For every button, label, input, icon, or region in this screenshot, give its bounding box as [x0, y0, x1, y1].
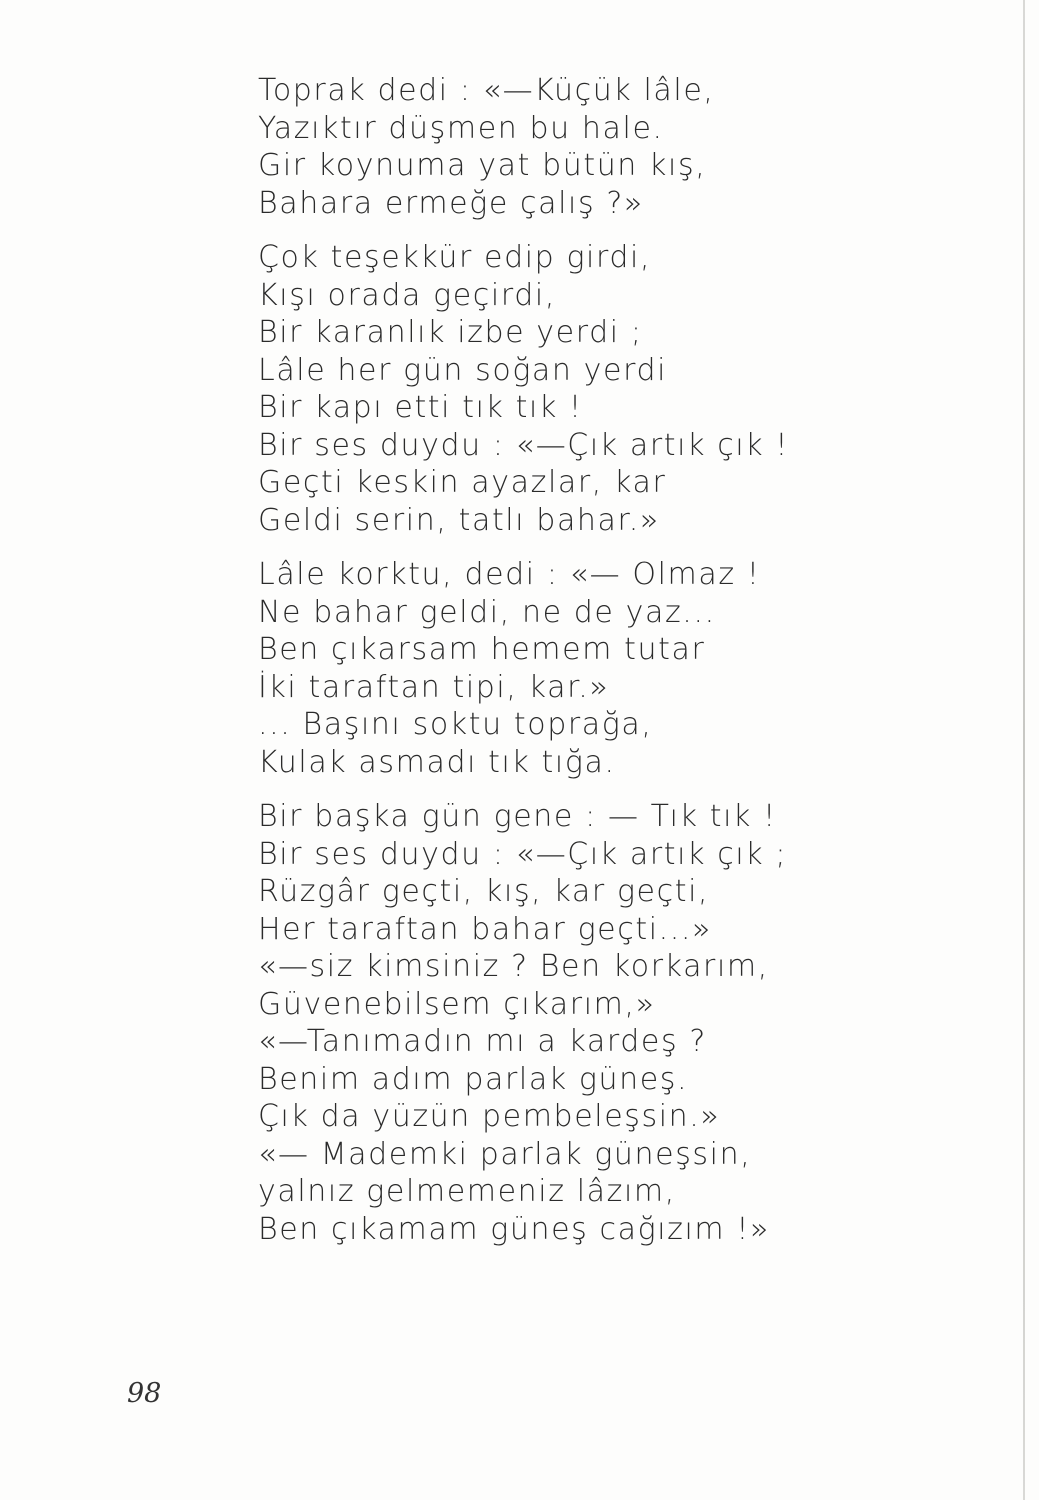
- poem-line: İki taraftan tipi, kar.»: [258, 669, 610, 705]
- poem: [258, 72, 898, 1265]
- poem-line: Ben çıkarsam hemem tutar: [258, 632, 706, 667]
- poem-line: Gir koynuma yat bütün kış,: [258, 148, 707, 183]
- stanza-4: [258, 798, 898, 1248]
- poem-line: Çok teşekkür edip girdi,: [258, 240, 652, 275]
- stanza-3: [258, 556, 898, 781]
- poem-line: Bahara ermeğe çalış ?»: [258, 185, 644, 221]
- poem-line: Kışı orada geçirdi,: [258, 277, 556, 313]
- poem-line: Bir başka gün gene : — Tık tık !: [258, 799, 777, 834]
- poem-line: Kulak asmadı tık tığa.: [258, 744, 616, 780]
- poem-line: Rüzgâr geçti, kış, kar geçti,: [258, 874, 710, 909]
- poem-line: Her taraftan bahar geçti...»: [258, 911, 712, 947]
- poem-line: Lâle korktu, dedi : «— Olmaz !: [258, 557, 761, 592]
- poem-line: Geldi serin, tatlı bahar.»: [258, 502, 660, 538]
- poem-line: Lâle her gün soğan yerdi: [258, 352, 668, 388]
- poem-line: Bir karanlık izbe yerdi ;: [258, 315, 643, 350]
- poem-line: Çık da yüzün pembeleşsin.»: [258, 1099, 721, 1134]
- poem-line: Güvenebilsem çıkarım,»: [258, 986, 656, 1022]
- poem-line: ... Başını soktu toprağa,: [258, 707, 653, 742]
- poem-line: «— Mademki parlak güneşsin,: [258, 1136, 752, 1172]
- page-number: 98: [127, 1378, 162, 1409]
- poem-line: «—siz kimsiniz ? Ben korkarım,: [258, 949, 769, 984]
- poem-line: «—Tanımadın mı a kardeş ?: [258, 1024, 707, 1059]
- poem-line: Geçti keskin ayazlar, kar: [258, 465, 667, 500]
- poem-line: Ne bahar geldi, ne de yaz...: [258, 594, 716, 630]
- poem-line: yalnız gelmemeniz lâzım,: [258, 1174, 676, 1209]
- page-edge: [1023, 0, 1025, 1500]
- poem-line: Benim adım parlak güneş.: [258, 1061, 689, 1097]
- stanza-2: [258, 239, 898, 539]
- stanza-1: [258, 72, 898, 222]
- poem-line: Ben çıkamam güneş cağızım !»: [258, 1211, 770, 1247]
- poem-line: Yazıktır düşmen bu hale.: [258, 110, 664, 146]
- poem-line: Bir ses duydu : «—Çık artık çık ;: [258, 836, 788, 872]
- poem-line: Toprak dedi : «—Küçük lâle,: [258, 73, 715, 108]
- poem-line: Bir ses duydu : «—Çık artık çık !: [258, 427, 789, 463]
- poem-line: Bir kapı etti tık tık !: [258, 390, 583, 425]
